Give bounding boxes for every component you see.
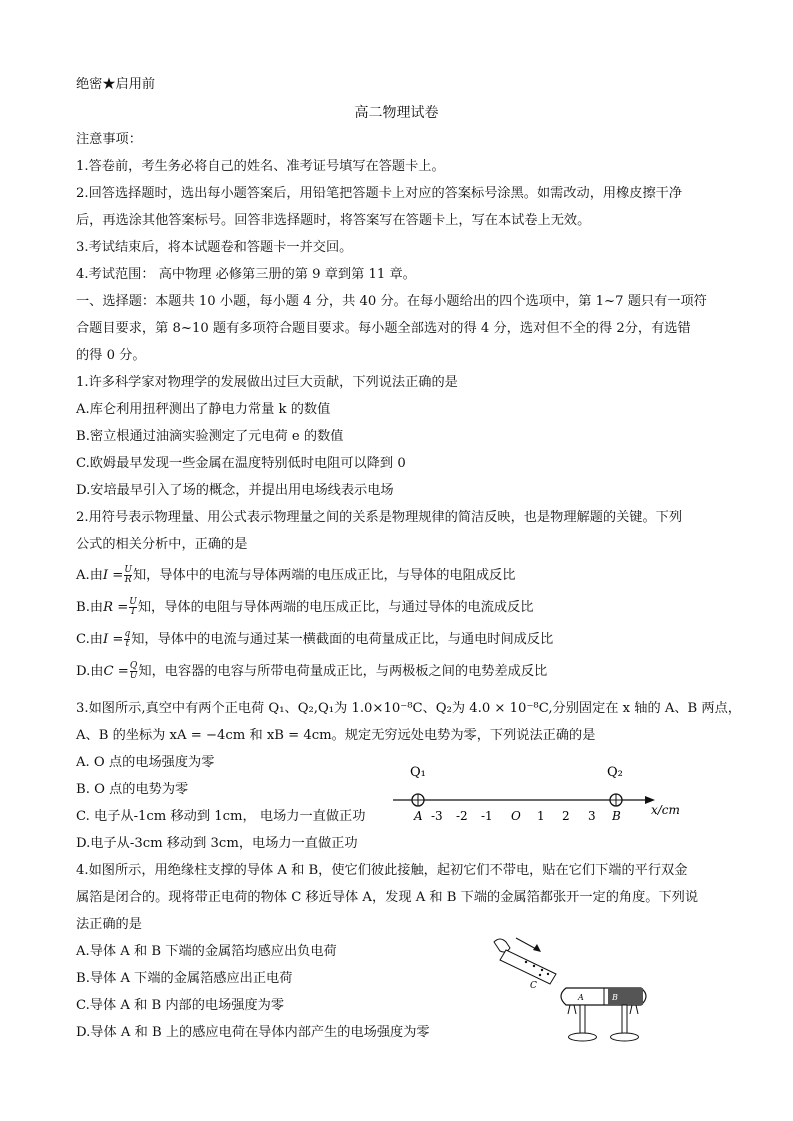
- option-b: B. O 点的电势为零: [76, 782, 189, 797]
- tick-label: O: [511, 809, 521, 823]
- fraction: $\frac{Q}{U}$: [129, 661, 138, 681]
- notice-item: 3.考试结束后，将本试题卷和答题卡一并交回。: [76, 240, 353, 255]
- tick-label: -1: [481, 809, 493, 823]
- conductor-ab: [561, 988, 646, 1014]
- option-a: A. O 点的电场强度为零: [76, 755, 215, 770]
- section-instructions: 的得 0 分。: [76, 348, 146, 363]
- question-stem: 属箔是闭合的。现将带正电荷的物体 C 移近导体 A，发现 A 和 B 下端的金属箔都张开一定的角度。下列说: [76, 890, 699, 905]
- page-title: 高二物理试卷: [354, 105, 439, 121]
- motion-arrow-icon: [516, 938, 541, 952]
- option-c: C. 电子从-1cm 移动到 1cm， 电场力一直做正功: [76, 809, 366, 824]
- option-b: B.由R = $\frac{U}{I}$ 知，导体的电阻与导体两端的电压成正比，与通过导体的电流成反比: [76, 597, 534, 617]
- tick-label: 1: [537, 809, 545, 823]
- formula-lhs: I =: [102, 568, 124, 583]
- option-c: C.导体 A 和 B 内部的电场强度为零: [76, 998, 285, 1013]
- notice-item: 4.考试范围： 高中物理 必修第三册的第 9 章到第 11 章。: [76, 267, 416, 282]
- label-b: B: [612, 993, 618, 1002]
- tick-label: -3: [431, 809, 443, 823]
- tick-label: A: [414, 809, 423, 823]
- label-a: A: [578, 993, 584, 1002]
- option-a: A.库仑利用扭秤测出了静电力常量 k 的数值: [76, 402, 331, 417]
- notice-item: 2.回答选择题时，选出每小题答案后，用铅笔把答题卡上对应的答案标号涂黑。如需改动，用橡皮擦干净: [76, 186, 683, 201]
- option-d: D.安培最早引入了场的概念，并提出用电场线表示电场: [76, 483, 394, 498]
- question-stem: 法正确的是: [76, 917, 142, 932]
- question-stem: 公式的相关分析中，正确的是: [76, 537, 248, 552]
- label-c: C: [530, 981, 537, 991]
- question-stem: 1.许多科学家对物理学的发展做出过巨大贡献，下列说法正确的是: [76, 375, 458, 390]
- question-stem: 3.如图所示,真空中有两个正电荷 Q₁、Q₂,Q₁为 1.0×10⁻⁸C、Q₂为 4.0 × 10⁻⁸C,分别固定在 x 轴的 A、B 两点，: [76, 701, 741, 716]
- tick-label: 2: [562, 809, 570, 823]
- fraction: $\frac{q}{t}$: [124, 629, 131, 649]
- tick-label: B: [612, 809, 621, 823]
- section-instructions: 一、选择题：本题共 10 小题，每小题 4 分，共 40 分。在每小题给出的四个选项中，第 1~7 题只有一项符: [76, 294, 707, 309]
- conductor-figure: [486, 930, 676, 1045]
- charge-b-icon: [610, 794, 622, 806]
- option-b: B.导体 A 下端的金属箔感应出正电荷: [76, 971, 293, 986]
- label-q1: Q₁: [410, 765, 426, 780]
- option-d: D.由C = $\frac{Q}{U}$ 知，电容器的电容与所带电荷量成正比，与两极板之间的电势差成反比: [76, 661, 548, 681]
- notice-item: 1.答卷前，考生务必将自己的姓名、准考证号填写在答题卡上。: [76, 159, 445, 174]
- insulating-stand-icon: [569, 1005, 639, 1041]
- notice-item: 后，再选涂其他答案标号。回答非选择题时，将答案写在答题卡上，写在本试卷上无效。: [76, 213, 591, 228]
- question-stem: 4.如图所示，用绝缘柱支撑的导体 A 和 B，使它们彼此接触，起初它们不带电，贴在它们下端的平行双金: [76, 863, 688, 878]
- label-q2: Q₂: [607, 765, 623, 780]
- axis-label: x/cm: [651, 803, 680, 817]
- tick-label: -2: [456, 809, 468, 823]
- option-a: A.导体 A 和 B 下端的金属箔均感应出负电荷: [76, 944, 337, 959]
- charged-rod-c-icon: [494, 939, 556, 991]
- charge-axis-figure: [385, 762, 685, 832]
- option-d: D.电子从-3cm 移动到 3cm，电场力一直做正功: [76, 836, 358, 851]
- formula-lhs: I =: [103, 632, 124, 647]
- question-stem: 2.用符号表示物理量、用公式表示物理量之间的关系是物理规律的简洁反映，也是物理解题的关键。下列: [76, 510, 683, 525]
- option-a: A.由I = $\frac{U}{R}$ 知，导体中的电流与导体两端的电压成正比，与导体的电阻成反比: [76, 565, 516, 585]
- tick-label: 3: [588, 809, 596, 823]
- formula-lhs: C =: [103, 664, 129, 679]
- option-b: B.密立根通过油滴实验测定了元电荷 e 的数值: [76, 429, 344, 444]
- option-c: C.由I = $\frac{q}{t}$ 知，导体中的电流与通过某一横截面的电荷量成正比，与通电时间成反比: [76, 629, 554, 649]
- fraction: $\frac{U}{I}$: [129, 597, 137, 617]
- option-c: C.欧姆最早发现一些金属在温度特别低时电阻可以降到 0: [76, 456, 406, 471]
- question-stem: A、B 的坐标为 xA = −4cm 和 xB = 4cm。规定无穷远处电势为零，下列说法正确的是: [76, 728, 596, 743]
- formula-lhs: R =: [103, 600, 129, 615]
- section-instructions: 合题目要求，第 8~10 题有多项符合题目要求。每小题全部选对的得 4 分，选对但不全的得 2分，有选错: [76, 321, 691, 336]
- charge-a-icon: [412, 794, 424, 806]
- fraction: $\frac{U}{R}$: [124, 565, 132, 585]
- notice-heading: 注意事项：: [76, 132, 142, 147]
- option-d: D.导体 A 和 B 上的感应电荷在导体内部产生的电场强度为零: [76, 1025, 430, 1040]
- secret-mark: 绝密★启用前: [76, 77, 156, 92]
